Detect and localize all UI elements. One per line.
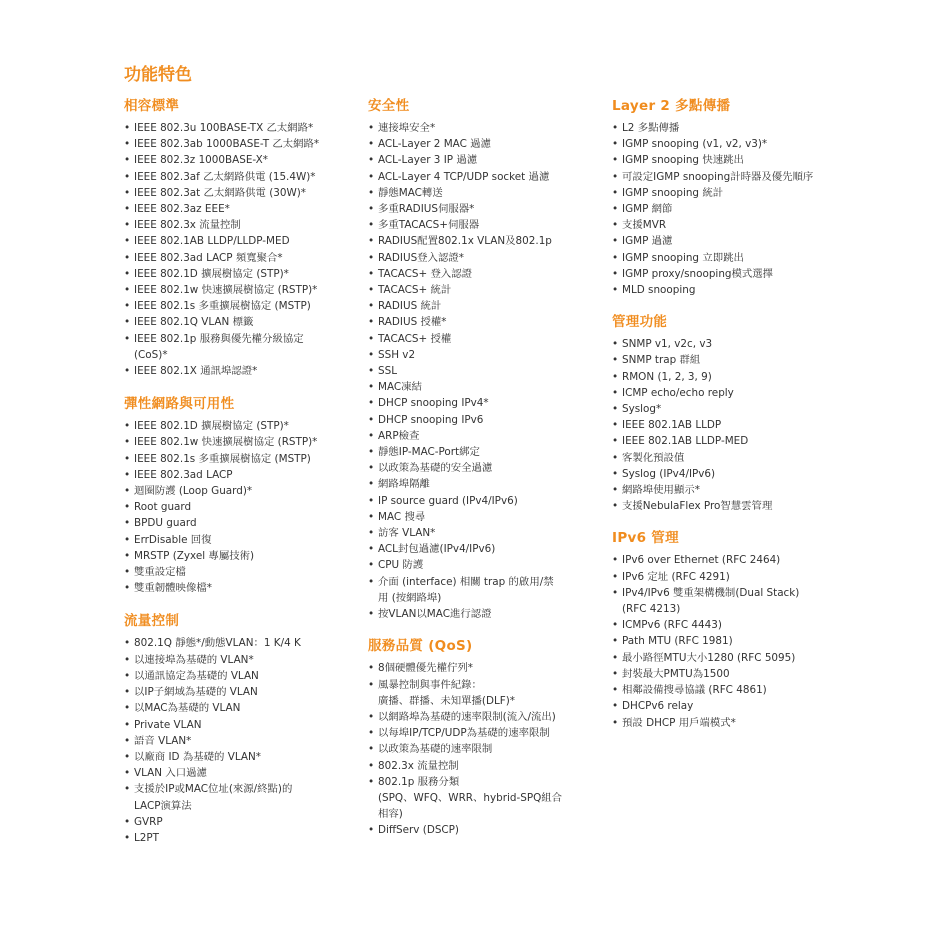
feature-section <box>612 313 852 514</box>
list-item <box>124 169 349 185</box>
list-item-text: IEEE 802.3af 乙太網路供電 (15.4W)* <box>134 170 316 183</box>
list-item-text: GVRP <box>134 815 163 828</box>
list-item <box>612 585 852 617</box>
list-item <box>124 830 349 846</box>
list-item <box>612 482 852 498</box>
list-item <box>368 493 600 509</box>
list-item-text: 支援NebulaFlex Pro智慧雲管理 <box>622 500 773 513</box>
list-item-text: Syslog (IPv4/IPv6) <box>622 467 716 480</box>
list-item <box>124 201 349 217</box>
list-item-text: RADIUS配置802.1x VLAN及802.1p <box>378 235 552 248</box>
list-item-text: 多重TACACS+伺服器 <box>378 219 480 232</box>
list-item-text: MAC 搜尋 <box>378 510 426 523</box>
list-item <box>612 433 852 449</box>
list-item-text: RMON (1, 2, 3, 9) <box>622 370 712 383</box>
list-item <box>368 298 600 314</box>
list-item-text: 以廠商 ID 為基礎的 VLAN* <box>134 750 261 763</box>
list-item <box>124 652 349 668</box>
list-item-text: 相鄰設備搜尋協議 (RFC 4861) <box>622 684 767 697</box>
list-item-text: 多重RADIUS伺服器* <box>378 203 475 216</box>
list-item-text: 介面 (interface) 相關 trap 的啟用/禁 <box>378 575 554 588</box>
list-item-text: 以MAC為基礎的 VLAN <box>134 702 241 715</box>
list-item <box>612 152 852 168</box>
list-item <box>612 369 852 385</box>
list-item-text: IEEE 802.3u 100BASE-TX 乙太網路* <box>134 122 314 134</box>
feature-list <box>612 336 852 514</box>
list-item-text: ICMP echo/echo reply <box>622 386 734 399</box>
list-item <box>368 185 600 201</box>
list-item <box>612 233 852 249</box>
list-item <box>368 217 600 233</box>
list-item-text: 網路埠使用顯示* <box>622 484 700 497</box>
feature-list <box>368 120 600 622</box>
list-item-text: IEEE 802.1w 快速擴展樹協定 (RSTP)* <box>134 436 318 449</box>
list-item <box>612 698 852 714</box>
list-item-text: Root guard <box>134 501 192 514</box>
list-item <box>124 749 349 765</box>
list-item-continuation: (SPQ、WFQ、WRR、hybrid-SPQ組合 <box>378 791 563 804</box>
list-item-text: ACL-Layer 3 IP 過濾 <box>378 154 478 167</box>
list-item-text: IEEE 802.1Q VLAN 標籤 <box>134 316 254 329</box>
list-item <box>368 120 600 136</box>
feature-list <box>124 635 349 846</box>
list-item <box>124 451 349 467</box>
list-item-text: 可設定IGMP snooping計時器及優先順序 <box>622 170 814 183</box>
feature-section <box>612 97 852 298</box>
list-item <box>368 250 600 266</box>
list-item-text: L2PT <box>134 831 160 844</box>
list-item-text: 以連接埠為基礎的 VLAN* <box>134 653 254 666</box>
list-item <box>368 741 600 757</box>
list-item-text: IEEE 802.1AB LLDP-MED <box>622 435 749 448</box>
list-item <box>368 444 600 460</box>
list-item <box>612 120 852 136</box>
list-item-continuation: LACP演算法 <box>134 799 192 812</box>
list-item <box>124 564 349 580</box>
list-item-continuation: (RFC 4213) <box>622 603 681 616</box>
list-item-text: ACL-Layer 2 MAC 過濾 <box>378 138 491 151</box>
section-title: 彈性網路與可用性 <box>124 396 235 413</box>
list-item-text: DHCPv6 relay <box>622 700 694 713</box>
feature-section <box>124 612 349 846</box>
feature-section <box>612 529 852 730</box>
list-item-text: IEEE 802.3ad LACP 頻寬聚合* <box>134 251 283 264</box>
list-item-text: 以每埠IP/TCP/UDP為基礎的速率限制 <box>378 727 550 740</box>
section-title: 管理功能 <box>612 314 668 331</box>
list-item <box>368 660 600 676</box>
list-item-text: IEEE 802.3az EEE* <box>134 203 230 216</box>
list-item <box>612 266 852 282</box>
list-item <box>124 532 349 548</box>
list-item <box>368 822 600 838</box>
list-item-text: ACL封包過濾(IPv4/IPv6) <box>378 543 496 556</box>
list-item-text: DiffServ (DSCP) <box>378 824 459 837</box>
list-item-text: DHCP snooping IPv4* <box>378 397 489 410</box>
list-item <box>124 717 349 733</box>
list-item <box>612 682 852 698</box>
list-item-text: IGMP snooping (v1, v2, v3)* <box>622 138 768 151</box>
list-item-text: 靜態MAC轉送 <box>378 186 443 199</box>
list-item-text: IEEE 802.3at 乙太網路供電 (30W)* <box>134 186 306 199</box>
column-3 <box>612 97 852 731</box>
list-item-text: IEEE 802.1D 擴展樹協定 (STP)* <box>134 420 289 433</box>
list-item-text: RADIUS 授權* <box>378 316 447 329</box>
list-item <box>368 428 600 444</box>
list-item-text: 封裝最大PMTU為1500 <box>622 667 730 680</box>
list-item-text: Private VLAN <box>134 718 202 731</box>
list-item-text: IEEE 802.3ab 1000BASE-T 乙太網路* <box>134 138 320 151</box>
list-item-text: 訪客 VLAN* <box>378 527 436 540</box>
list-item-text: 以通訊協定為基礎的 VLAN <box>134 669 259 682</box>
list-item-text: IGMP 過濾 <box>622 235 673 248</box>
list-item <box>124 233 349 249</box>
section-title: 流量控制 <box>124 613 180 630</box>
list-item <box>368 758 600 774</box>
list-item <box>368 314 600 330</box>
list-item <box>124 548 349 564</box>
list-item <box>612 352 852 368</box>
list-item <box>612 450 852 466</box>
list-item-text: 以政策為基礎的安全過濾 <box>378 462 493 475</box>
list-item <box>612 169 852 185</box>
list-item <box>368 347 600 363</box>
list-item <box>124 580 349 596</box>
list-item <box>368 282 600 298</box>
list-item-text: BPDU guard <box>134 517 197 530</box>
list-item-text: 以政策為基礎的速率限制 <box>378 743 493 756</box>
list-item-text: 最小路徑MTU大小1280 (RFC 5095) <box>622 651 796 664</box>
list-item-text: IGMP proxy/snooping模式選擇 <box>622 267 774 280</box>
list-item-text: 預設 DHCP 用戶端模式* <box>622 716 736 729</box>
list-item <box>612 385 852 401</box>
list-item <box>124 152 349 168</box>
list-item <box>612 136 852 152</box>
list-item-text: SSL <box>378 365 397 378</box>
list-item-text: TACACS+ 統計 <box>378 284 452 297</box>
list-item <box>124 136 349 152</box>
list-item <box>368 201 600 217</box>
feature-section <box>124 395 349 596</box>
list-item-text: 雙重韌體映像檔* <box>134 582 212 595</box>
section-title: 服務品質 (QoS) <box>368 638 473 655</box>
list-item-text: 迴圈防護 (Loop Guard)* <box>134 485 253 498</box>
list-item <box>368 412 600 428</box>
list-item <box>124 217 349 233</box>
list-item <box>368 136 600 152</box>
list-item-continuation: 用 (按網路埠) <box>378 591 442 604</box>
list-item <box>612 217 852 233</box>
list-item-text: TACACS+ 授權 <box>378 332 452 345</box>
list-item-text: IGMP snooping 立即跳出 <box>622 251 744 264</box>
list-item-text: RADIUS 統計 <box>378 300 442 313</box>
list-item-text: 802.1Q 靜態*/動態VLAN：1 K/4 K <box>134 637 301 650</box>
list-item-text: IEEE 802.1D 擴展樹協定 (STP)* <box>134 267 289 280</box>
list-item-text: 風暴控制與事件紀錄： <box>378 678 482 691</box>
list-item-text: SNMP trap 群組 <box>622 354 701 367</box>
list-item-continuation: (CoS)* <box>134 348 168 361</box>
list-item <box>368 233 600 249</box>
list-item <box>612 498 852 514</box>
list-item-text: IEEE 802.1AB LLDP/LLDP-MED <box>134 235 290 248</box>
list-item-text: IEEE 802.1AB LLDP <box>622 419 722 432</box>
list-item <box>368 363 600 379</box>
list-item <box>124 331 349 363</box>
page-title: 功能特色 <box>124 65 192 85</box>
list-item-text: IEEE 802.1X 通訊埠認證* <box>134 365 258 378</box>
list-item-text: IEEE 802.1p 服務與優先權分級協定 <box>134 332 304 345</box>
list-item-text: IEEE 802.3x 流量控制 <box>134 219 241 232</box>
list-item <box>612 417 852 433</box>
list-item-text: VLAN 入口過濾 <box>134 767 207 780</box>
section-title: IPv6 管理 <box>612 530 679 547</box>
list-item <box>612 250 852 266</box>
list-item <box>124 418 349 434</box>
list-item <box>612 201 852 217</box>
list-item-text: 連接埠安全* <box>378 122 436 134</box>
list-item <box>368 525 600 541</box>
list-item-continuation: 相容) <box>378 808 403 821</box>
list-item <box>368 266 600 282</box>
list-item <box>124 467 349 483</box>
list-item-text: Path MTU (RFC 1981) <box>622 635 733 648</box>
list-item-text: 支援MVR <box>622 219 667 232</box>
list-item <box>612 666 852 682</box>
list-item <box>368 460 600 476</box>
list-item <box>612 185 852 201</box>
feature-list <box>368 660 600 838</box>
list-item <box>368 774 600 823</box>
list-item <box>124 765 349 781</box>
list-item-text: MAC凍結 <box>378 381 422 394</box>
list-item-text: 按VLAN以MAC進行認證 <box>378 608 492 621</box>
list-item-text: IEEE 802.3z 1000BASE-X* <box>134 154 268 167</box>
list-item-text: IEEE 802.1w 快速擴展樹協定 (RSTP)* <box>134 284 318 297</box>
list-item-text: MLD snooping <box>622 284 696 297</box>
list-item <box>612 466 852 482</box>
column-1 <box>124 97 349 846</box>
list-item <box>612 650 852 666</box>
list-item <box>612 282 852 298</box>
list-item <box>368 169 600 185</box>
list-item-text: RADIUS登入認證* <box>378 251 464 264</box>
list-item-text: 802.1p 服務分類 <box>378 775 460 788</box>
list-item <box>124 635 349 651</box>
list-item <box>368 331 600 347</box>
list-item <box>124 483 349 499</box>
list-item-text: 以IP子網域為基礎的 VLAN <box>134 686 258 699</box>
list-item-text: 雙重設定檔 <box>134 566 186 579</box>
list-item <box>368 557 600 573</box>
list-item <box>368 725 600 741</box>
list-item-text: TACACS+ 登入認證 <box>378 267 473 280</box>
list-item <box>124 700 349 716</box>
list-item-text: SNMP v1, v2c, v3 <box>622 338 713 351</box>
list-item-text: L2 多點傳播 <box>622 122 680 134</box>
list-item <box>124 515 349 531</box>
list-item <box>612 401 852 417</box>
list-item <box>124 668 349 684</box>
section-title: 相容標準 <box>124 98 180 114</box>
list-item <box>124 434 349 450</box>
list-item <box>124 266 349 282</box>
list-item-text: IPv4/IPv6 雙重架構機制(Dual Stack) <box>622 586 800 599</box>
list-item <box>368 476 600 492</box>
list-item <box>368 152 600 168</box>
list-item <box>612 715 852 731</box>
list-item <box>124 733 349 749</box>
list-item-text: IGMP 網節 <box>622 203 673 216</box>
list-item <box>612 617 852 633</box>
list-item <box>124 814 349 830</box>
list-item <box>612 569 852 585</box>
list-item <box>612 336 852 352</box>
feature-list <box>124 120 349 379</box>
list-item-text: 客製化預設值 <box>622 451 685 464</box>
list-item-text: DHCP snooping IPv6 <box>378 413 484 426</box>
column-2 <box>368 97 600 839</box>
list-item-text: 802.3x 流量控制 <box>378 759 459 772</box>
list-item <box>368 379 600 395</box>
feature-section <box>368 637 600 838</box>
list-item-text: 支援於IP或MAC位址(來源/終點)的 <box>134 783 293 796</box>
list-item-text: 8個硬體優先權佇列* <box>378 662 473 675</box>
list-item <box>124 781 349 813</box>
list-item-text: IPv6 定址 (RFC 4291) <box>622 570 730 583</box>
list-item <box>124 499 349 515</box>
list-item <box>368 395 600 411</box>
list-item <box>368 606 600 622</box>
list-item-text: CPU 防護 <box>378 559 424 572</box>
list-item-text: Syslog* <box>622 403 662 416</box>
list-item <box>368 541 600 557</box>
list-item <box>368 574 600 606</box>
list-item-text: IEEE 802.1s 多重擴展樹協定 (MSTP) <box>134 300 311 313</box>
list-item-text: IEEE 802.1s 多重擴展樹協定 (MSTP) <box>134 452 311 465</box>
list-item-text: ICMPv6 (RFC 4443) <box>622 619 722 632</box>
list-item <box>124 684 349 700</box>
list-item-text: IPv6 over Ethernet (RFC 2464) <box>622 554 781 567</box>
list-item-continuation: 廣播、群播、未知單播(DLF)* <box>378 694 515 707</box>
list-item-text: MRSTP (Zyxel 專屬技術) <box>134 549 255 562</box>
list-item-text: IGMP snooping 統計 <box>622 186 724 199</box>
list-item-text: 靜態IP-MAC-Port綁定 <box>378 446 480 459</box>
feature-list <box>124 418 349 596</box>
list-item-text: 以網路埠為基礎的速率限制(流入/流出) <box>378 710 556 723</box>
list-item <box>368 709 600 725</box>
list-item <box>124 314 349 330</box>
section-title: 安全性 <box>368 98 410 114</box>
list-item-text: 網路埠隔離 <box>378 478 430 491</box>
list-item-text: SSH v2 <box>378 348 416 361</box>
feature-section <box>124 97 349 379</box>
list-item <box>612 633 852 649</box>
list-item-text: ErrDisable 回復 <box>134 533 212 546</box>
list-item <box>124 282 349 298</box>
list-item-text: ACL-Layer 4 TCP/UDP socket 過濾 <box>378 170 550 183</box>
list-item <box>124 185 349 201</box>
feature-list <box>612 552 852 730</box>
list-item <box>368 677 600 709</box>
list-item <box>124 363 349 379</box>
list-item <box>368 509 600 525</box>
list-item <box>124 120 349 136</box>
list-item-text: ARP檢查 <box>378 429 420 442</box>
list-item-text: IGMP snooping 快速跳出 <box>622 154 744 167</box>
list-item-text: IEEE 802.3ad LACP <box>134 468 233 481</box>
list-item <box>612 552 852 568</box>
list-item <box>124 250 349 266</box>
feature-list <box>612 120 852 298</box>
list-item-text: IP source guard (IPv4/IPv6) <box>378 494 518 507</box>
section-title: Layer 2 多點傳播 <box>612 98 731 114</box>
list-item-text: 語音 VLAN* <box>134 734 192 747</box>
feature-section <box>368 97 600 622</box>
list-item <box>124 298 349 314</box>
